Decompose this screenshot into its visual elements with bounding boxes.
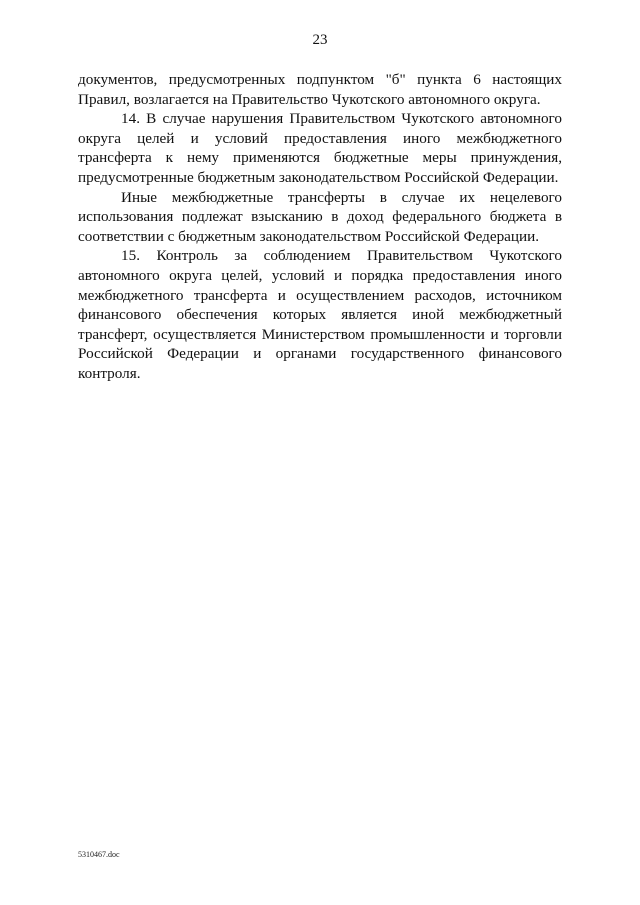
paragraph-misuse-recovery: Иные межбюджетные трансферты в случае их нецелевого использования подлежат взысканию в доход федерального бюджета в соответствии с бюджетным законодательством Российской Федерации.	[78, 188, 562, 245]
document-body	[78, 70, 562, 384]
document-filename-footer: 5310467.doc	[78, 850, 120, 859]
paragraph-continuation: документов, предусмотренных подпунктом "б" пункта 6 настоящих Правил, возлагается на Правительство Чукотского автономного округа.	[78, 71, 562, 108]
paragraph-item-14: 14. В случае нарушения Правительством Чукотского автономного округа целей и условий предоставления иного межбюджетного трансферта к нему применяются бюджетные меры принуждения, предусмотренные бюджетным законодательством Российской Федерации.	[78, 110, 562, 186]
page-number: 23	[312, 32, 328, 48]
paragraph-item-15: 15. Контроль за соблюдением Правительством Чукотского автономного округа целей, условий и порядка предоставления иного межбюджетного трансферта и осуществлением расходов, источником финансового обеспечения которых является иной межбюджетный трансферт, осуществляется Министерством промышленности и торговли Российской Федерации и органами государственного финансового контроля.	[78, 247, 562, 382]
